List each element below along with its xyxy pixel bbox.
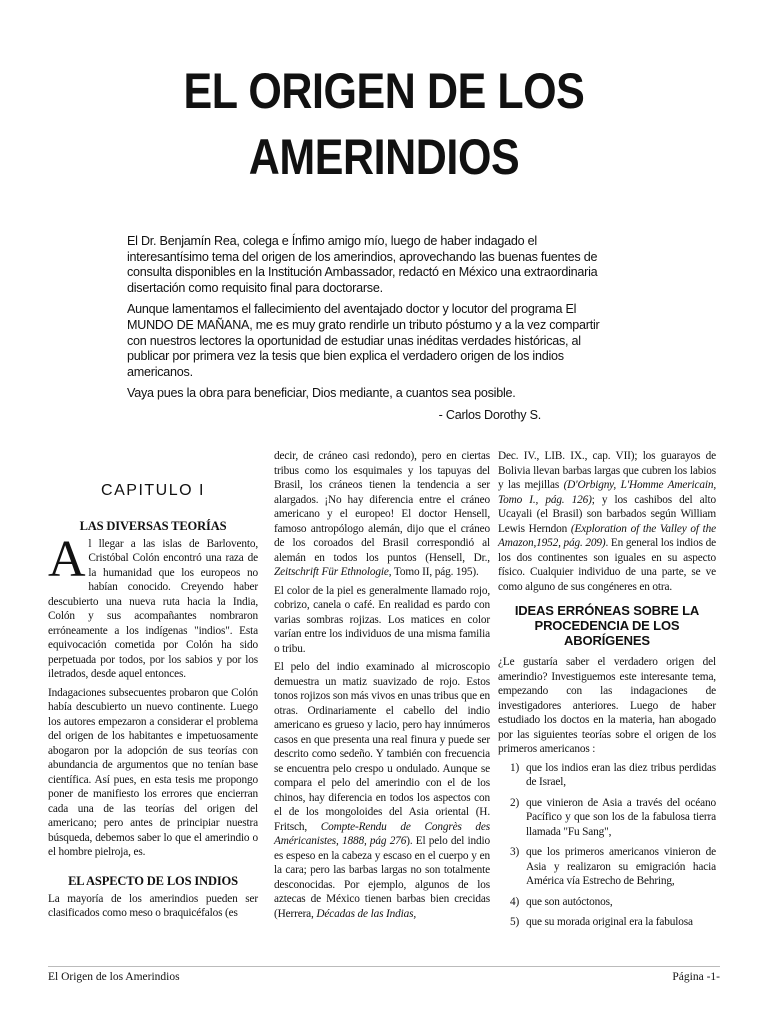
list-item <box>498 895 716 910</box>
column-3-p1-text-b: ; y los cashibos del alto Ucayali (el Brasil) son barbados según William Lewis Herndon <box>498 493 716 535</box>
list-item-text: que vinieron de Asia a través del océano Pacífico y que son los de la fabulosa tierra llamada "Fu Sang", <box>526 796 716 838</box>
column-2-p3-text-a: El pelo del indio examinado al microscopio demuestra un matiz suavizado de rojo. Estos tonos rojizos son más vivos en unas tribus que en otras. Ordinariamente el cabello del indio americano es grueso y lacio, pero hay innúmeros casos en que presenta una real finura y puede ser descrito como sedeño. Y también con frecuencia se encuentra pelo crespo u ondulado. Aunque se compara el pelo del amerindio con el de los chinos, hay diferencia en todos los aspectos con el de los mongoloides del Asia oriental (H. Fritsch, <box>274 661 490 833</box>
column-3-p1-text-c: . En general los indios de los dos continentes son iguales en su aspecto físico. Cualquier individuo de una parte, se ve como alguno de sus congéneres en otra. <box>498 537 716 593</box>
title-line-1: EL ORIGEN DE LOS <box>183 63 585 119</box>
column-3-paragraph-1 <box>498 449 716 594</box>
section-heading-erroneous-ideas: IDEAS ERRÓNEAS SOBRE LA PROCEDENCIA DE LOS ABORÍGENES <box>514 603 700 648</box>
column-3-paragraph-2: ¿Le gustaría saber el verdadero origen del amerindio? Investiguemos este interesante tema, empezando con las indagaciones de investigadores anteriores. Luego de haber estudiado los doctos en la materia, han abogado por las siguientes teorías sobre el origen de los primeros americanos : <box>498 656 716 755</box>
column-2-p1-text-b: , Tomo II, pág. 195). <box>388 566 479 578</box>
list-item-number: 2) <box>510 796 520 809</box>
intro-block <box>127 234 613 430</box>
section-heading-theories: LAS DIVERSAS TEORÍAS <box>79 518 227 533</box>
column-3 <box>498 449 716 936</box>
list-item-text: que los primeros americanos vinieron de Asia y realizaron su emigración hacia América vía Estrecho de Behring, <box>526 846 716 887</box>
column-3-p1-citation-2: (Exploration of the Valley of the Amazon,1952, pág. 209) <box>498 522 717 549</box>
page-title <box>54 58 714 190</box>
footer-divider <box>48 966 720 967</box>
list-item-number: 5) <box>510 916 520 928</box>
column-2-paragraph-3 <box>274 660 490 921</box>
column-1 <box>48 448 258 925</box>
column-3-p1-citation-1: (D'Orbigny, L'Homme Americain, Tomo I., pág. 126) <box>498 479 716 506</box>
column-2-p1-text-a: decir, de cráneo casi redondo), pero en ciertas tribus como los esquimales y los tapuyas del Brasil, los cráneos tienen la tendencia a ser alargados. ¡No hay diferencia entre el cráneo americano y el europeo! El doctor Hensell, famoso antropólogo alemán, dijo que el cráneo de los coroados del Brasil correspondió al alemán en todos los puntos (Hensell, Dr., <box>274 450 490 564</box>
column-1-paragraph-1-text: l llegar a las islas de Barlovento, Cristóbal Colón encontró una raza de la humanidad que los europeos no habían conocido. Creyendo haber descubierto una nueva ruta hacia la India, Colón y sus acompañantes nombraron erróneamente a los indígenas "indios". Esta equivocación cometida por Colón ha sido perpetuada por todos, por los sabios y por los iletrados, desde aquel entonces. <box>48 537 258 680</box>
theories-list <box>498 761 716 930</box>
list-item-number: 3) <box>510 846 520 858</box>
column-2-p1-citation: Zeitschrift Für Ethnologie <box>274 566 389 578</box>
intro-signature: - Carlos Dorothy S. <box>438 407 541 422</box>
column-1-paragraph-3: La mayoría de los amerindios pueden ser clasificados como meso o braquicéfalos (es <box>48 892 258 919</box>
list-item <box>498 761 716 790</box>
column-2-paragraph-2: El color de la piel es generalmente llamado rojo, cobrizo, canela o café. En realidad es pardo con varias sombras rojizas. Los matices en color varían entre los individuos de una misma familia o tribu. <box>274 584 490 655</box>
list-item-text: que los indios eran las diez tribus perdidas de Israel, <box>526 761 716 788</box>
page-number: Página -1- <box>672 971 720 983</box>
list-item-number: 1) <box>510 761 520 774</box>
title-line-2: AMERINDIOS <box>248 129 520 185</box>
intro-paragraph-1: El Dr. Benjamín Rea, colega e Ínfimo amigo mío, luego de haber indagado el interesantísimo tema del origen de los amerindios, aprovechando las buenas fuentes de consulta disponibles en la Institución Ambassador, redactó en México una extraordinaria disertación como requisito final para doctorarse. <box>127 234 598 295</box>
column-2-paragraph-1 <box>274 449 490 580</box>
column-2-p3-citation-2: Décadas de las Indias, <box>316 907 417 920</box>
column-2-p3-citation: Compte-Rendu de Congrès des Américanistes, 1888, pág 276 <box>274 820 490 847</box>
section-heading-appearance: EL ASPECTO DE LOS INDIOS <box>68 873 238 888</box>
intro-paragraph-3: Vaya pues la obra para beneficiar, Dios mediante, a cuantos sea posible. <box>127 386 516 401</box>
list-item <box>498 845 716 889</box>
column-2 <box>274 449 490 925</box>
list-item <box>498 796 716 840</box>
column-1-paragraph-1 <box>48 530 258 682</box>
column-2-p3-text-b: ). El pelo del indio es espeso en la cabeza y escaso en el cuerpo y en la cara; pero las barbas largas no son totalmente desconocidas. Por ejemplo, algunos de los aztecas de México tienen barbas bien crecidas (Herrera, <box>274 835 490 920</box>
column-1-paragraph-2: Indagaciones subsecuentes probaron que Colón había descubierto un nuevo continente. Luego los autores empezaron a considerar el problema del origen de los habitantes e impetuosamente abogaron por la adopción de sus teorías con abundancia de argumentos que no tenían base científica. Así pues, en esta tesis me propongo poner de manifiesto los errores que encierran cada una de las teorías del origen del americano; pero antes de principiar nuestra búsqueda, debemos saber lo que el amerindio o el hombre pielroja, es. <box>48 686 258 858</box>
column-3-p1-text-a: Dec. IV., LIB. IX., cap. VII); los guarayos de Bolivia llevan barbas largas que cubren los labios y las mejillas <box>498 450 716 491</box>
drop-cap: A <box>48 530 86 588</box>
list-item-number: 4) <box>510 895 520 908</box>
list-item-text: que su morada original era la fabulosa <box>526 916 693 928</box>
footer-title: El Origen de los Amerindios <box>48 971 180 983</box>
chapter-heading: CAPITULO I <box>101 482 205 499</box>
intro-paragraph-2: Aunque lamentamos el fallecimiento del aventajado doctor y locutor del programa El MUNDO DE MAÑANA, me es muy grato rendirle un tributo póstumo y a la vez compartir con nuestros lectores la oportunidad de estudiar unas inéditas verdades históricas, al publicar por primera vez la tesis que bien explica el verdadero origen de los indios americanos. <box>127 302 600 379</box>
list-item-text: que son autóctonos, <box>526 895 613 908</box>
list-item <box>498 915 716 930</box>
